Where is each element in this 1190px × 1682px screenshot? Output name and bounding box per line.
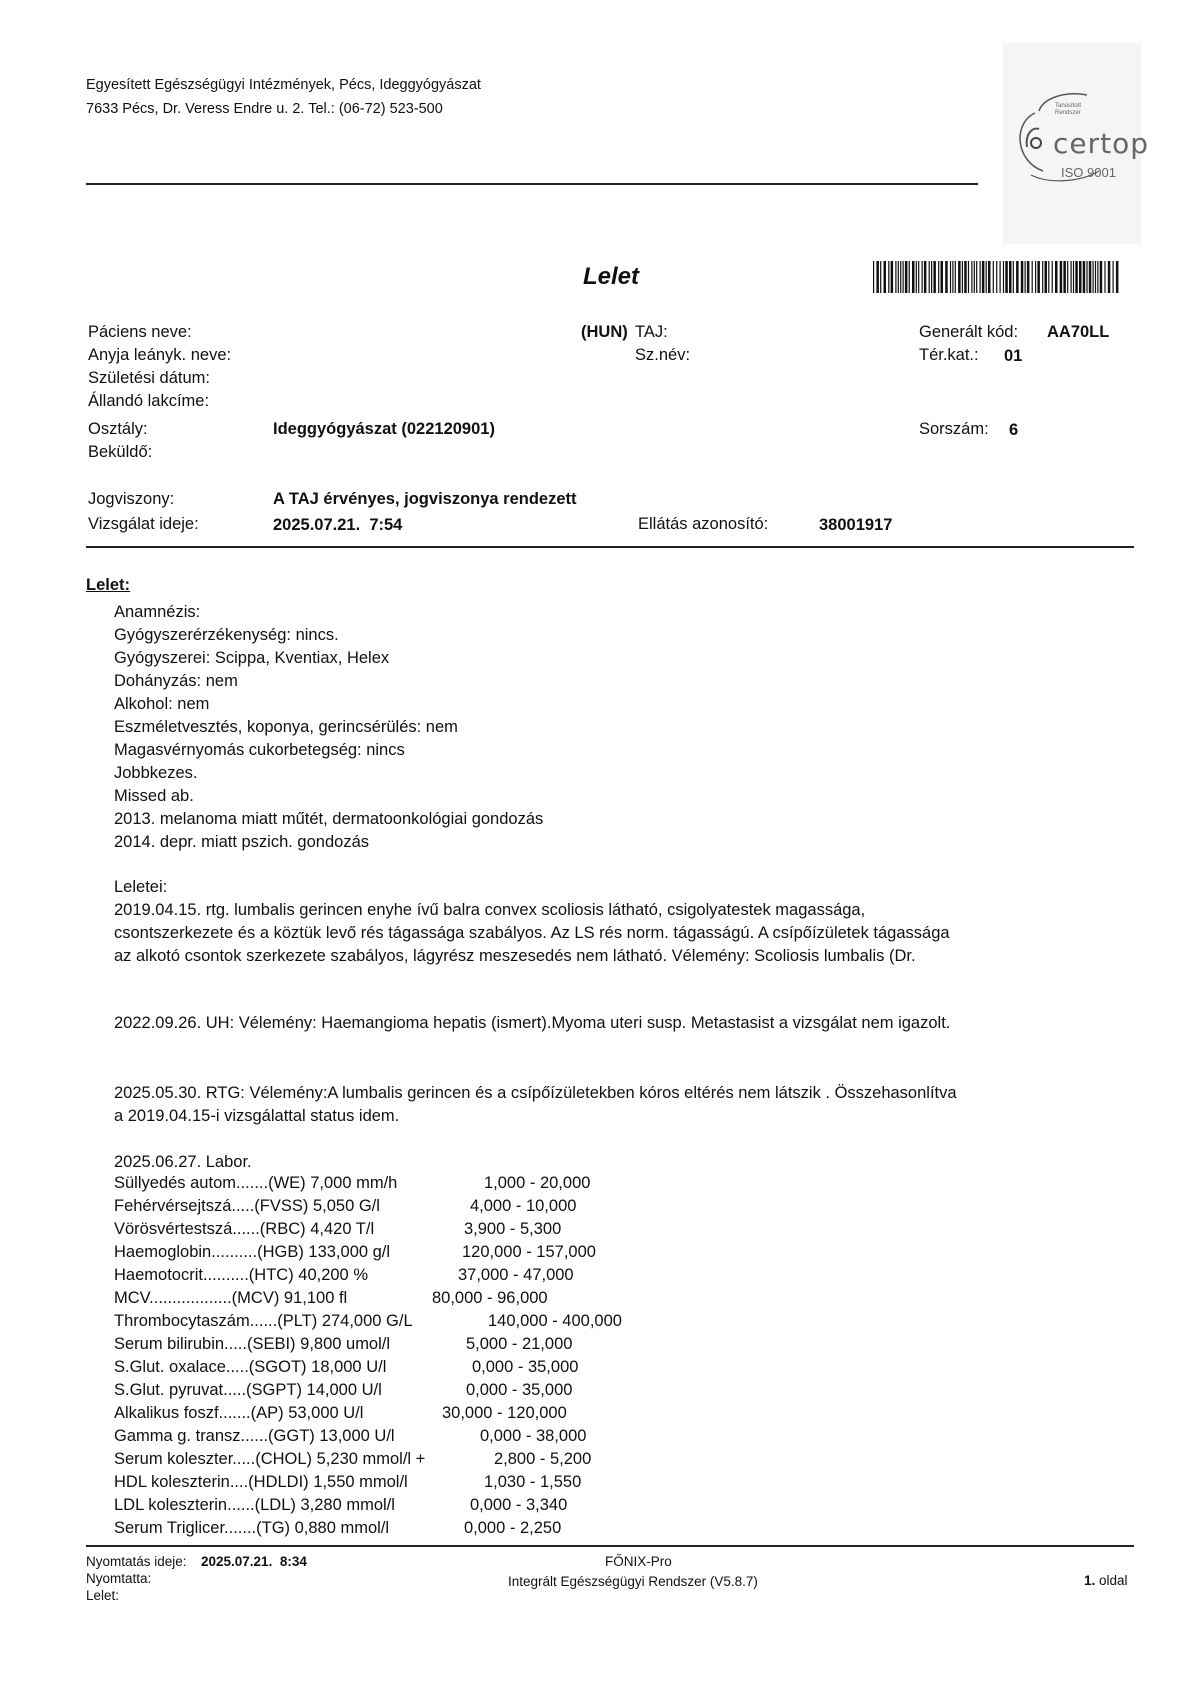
anamnesis-line: Jobbkezes. (114, 764, 198, 782)
anamnesis-line: Alkohol: nem (114, 695, 210, 713)
lab-reference-range: 5,000 - 21,000 (466, 1335, 573, 1353)
logo-top-text: Tanúsított Rendszer (1055, 103, 1082, 116)
print-time-label: Nyomtatás ideje: (86, 1554, 187, 1569)
finding-line: csontszerkezete és a köztük levő rés tágassága szabályos. Az LS rés norm. tágasságú. A csípőízületek tágassága (114, 924, 950, 942)
ter-kat-label: Tér.kat.: (919, 346, 979, 364)
birth-date-label: Születési dátum: (88, 369, 210, 387)
finding-line: az alkotó csontok szerkezete szabályos, lágyrész meszesedés nem látható. Vélemény: Scoliosis lumbalis (Dr. (114, 947, 916, 965)
lab-reference-range: 0,000 - 38,000 (480, 1427, 587, 1445)
lab-result-row: Haemoglobin..........(HGB) 133,000 g/l (114, 1243, 391, 1261)
lab-result-row: Fehérvérsejtszá.....(FVSS) 5,050 G/l (114, 1197, 380, 1215)
lab-result-row: Vörösvértestszá......(RBC) 4,420 T/l (114, 1220, 375, 1238)
lab-reference-range: 1,000 - 20,000 (484, 1174, 591, 1192)
lab-reference-range: 30,000 - 120,000 (442, 1404, 567, 1422)
care-id-label: Ellátás azonosító: (638, 515, 769, 533)
lab-reference-range: 1,030 - 1,550 (484, 1473, 582, 1491)
sorszam-label: Sorszám: (919, 420, 989, 438)
anamnesis-line: Magasvérnyomás cukorbetegség: nincs (114, 741, 405, 759)
institution-line1: Egyesített Egészségügyi Intézmények, Pécs, Ideggyógyászat (86, 77, 481, 93)
lab-reference-range: 3,900 - 5,300 (464, 1220, 562, 1238)
lab-reference-range: 80,000 - 96,000 (432, 1289, 548, 1307)
lab-result-row: Süllyedés autom.......(WE) 7,000 mm/h (114, 1174, 398, 1192)
anamnesis-line: Missed ab. (114, 787, 194, 805)
footer-divider (86, 1545, 1134, 1547)
anamnesis-line: 2014. depr. miatt pszich. gondozás (114, 833, 369, 851)
document-title: Lelet (583, 263, 640, 290)
anamnesis-line: 2013. melanoma miatt műtét, dermatoonkológiai gondozás (114, 810, 544, 828)
logo-standard: ISO 9001 (1061, 165, 1116, 180)
anamnesis-section (114, 601, 543, 854)
page-number-value: 1. (1084, 1573, 1096, 1588)
anamnesis-line: Dohányzás: nem (114, 672, 238, 690)
taj-label: TAJ: (635, 323, 668, 341)
info-divider (86, 546, 1134, 548)
lab-reference-range: 2,800 - 5,200 (494, 1450, 592, 1468)
finding-line: 2019.04.15. rtg. lumbalis gerincen enyhe ívű balra convex scoliosis látható, csigolyatestek magassága, (114, 901, 866, 919)
sorszam-value: 6 (1009, 421, 1019, 439)
page-number (1084, 1573, 1128, 1588)
anamnesis-line: Gyógyszerei: Scippa, Kventiax, Helex (114, 649, 390, 667)
lab-result-row: Serum bilirubin.....(SEBI) 9,800 umol/l (114, 1335, 391, 1353)
header-divider (86, 183, 978, 185)
lab-reference-range: 0,000 - 35,000 (466, 1381, 573, 1399)
finding-line: 2025.05.30. RTG: Vélemény:A lumbalis gerincen és a csípőízületekben kóros eltérés nem látszik . Összehasonlítva (114, 1084, 957, 1102)
lab-reference-range: 140,000 - 400,000 (488, 1312, 622, 1330)
lab-reference-range: 0,000 - 35,000 (472, 1358, 579, 1376)
print-time-value: 2025.07.21. 8:34 (201, 1554, 307, 1569)
lab-result-row: Thrombocytaszám......(PLT) 274,000 G/L (114, 1312, 413, 1330)
lab-result-row: Serum Triglicer.......(TG) 0,880 mmol/l (114, 1519, 390, 1537)
address-label: Állandó lakcíme: (88, 392, 210, 410)
footer-lelet-label: Lelet: (86, 1588, 120, 1603)
jogviszony-label: Jogviszony: (88, 490, 175, 508)
lab-reference-range: 4,000 - 10,000 (470, 1197, 577, 1215)
lab-result-row: Serum koleszter.....(CHOL) 5,230 mmol/l + (114, 1450, 426, 1468)
care-id-value: 38001917 (819, 516, 893, 534)
report-heading: Lelet: (86, 576, 131, 594)
jogviszony-value: A TAJ érvényes, jogviszonya rendezett (273, 490, 577, 508)
logo-brand: certop (1053, 127, 1150, 160)
finding-line: a 2019.04.15-i vizsgálattal status idem. (114, 1107, 400, 1125)
lab-reference-range: 0,000 - 2,250 (464, 1519, 562, 1537)
lab-reference-range: 0,000 - 3,340 (470, 1496, 568, 1514)
lab-result-row: MCV..................(MCV) 91,100 fl (114, 1289, 348, 1307)
findings-heading: Leletei: (114, 878, 168, 896)
szname-label: Sz.név: (635, 346, 691, 364)
referrer-label: Beküldő: (88, 443, 153, 461)
lab-result-row: HDL koleszterin....(HDLDI) 1,550 mmol/l (114, 1473, 408, 1491)
anamnesis-line: Anamnézis: (114, 603, 201, 621)
lab-result-row: Haemotocrit..........(HTC) 40,200 % (114, 1266, 368, 1284)
lab-result-row: S.Glut. pyruvat.....(SGPT) 14,000 U/l (114, 1381, 382, 1399)
lab-heading: 2025.06.27. Labor. (114, 1153, 252, 1171)
generated-code-value: AA70LL (1047, 323, 1110, 341)
department-value: Ideggyógyászat (022120901) (273, 420, 495, 438)
nationality-code: (HUN) (581, 323, 628, 341)
lab-reference-range: 120,000 - 157,000 (462, 1243, 596, 1261)
finding-xray-2019 (114, 899, 950, 968)
barcode-icon (873, 261, 1121, 293)
lab-reference-range: 37,000 - 47,000 (458, 1266, 574, 1284)
ter-kat-value: 01 (1004, 347, 1023, 365)
page-number-label: oldal (1099, 1573, 1128, 1588)
lab-result-row: LDL koleszterin......(LDL) 3,280 mmol/l (114, 1496, 395, 1514)
anamnesis-line: Eszméletvesztés, koponya, gerincsérülés: nem (114, 718, 458, 736)
lab-result-row: Gamma g. transz......(GGT) 13,000 U/l (114, 1427, 395, 1445)
exam-time-label: Vizsgálat ideje: (88, 515, 199, 533)
certop-logo (1003, 43, 1150, 244)
mother-name-label: Anyja leányk. neve: (88, 346, 232, 364)
system-full-name: Integrált Egészségügyi Rendszer (V5.8.7) (508, 1574, 758, 1589)
generated-code-label: Generált kód: (919, 323, 1019, 341)
finding-ultrasound-2022: 2022.09.26. UH: Vélemény: Haemangioma hepatis (ismert).Myoma uteri susp. Metastasist a vizsgálat nem igazolt. (114, 1014, 951, 1032)
lab-result-row: Alkalikus foszf.......(AP) 53,000 U/l (114, 1404, 364, 1422)
finding-xray-2025 (114, 1082, 957, 1128)
system-name: FŐNIX-Pro (605, 1554, 672, 1569)
patient-name-label: Páciens neve: (88, 323, 192, 341)
exam-time-value: 2025.07.21. 7:54 (273, 516, 403, 534)
printed-by-label: Nyomtatta: (86, 1571, 152, 1586)
department-label: Osztály: (88, 420, 148, 438)
anamnesis-line: Gyógyszerérzékenység: nincs. (114, 626, 339, 644)
lab-result-row: S.Glut. oxalace.....(SGOT) 18,000 U/l (114, 1358, 387, 1376)
institution-line2: 7633 Pécs, Dr. Veress Endre u. 2. Tel.: (06-72) 523-500 (86, 101, 443, 117)
